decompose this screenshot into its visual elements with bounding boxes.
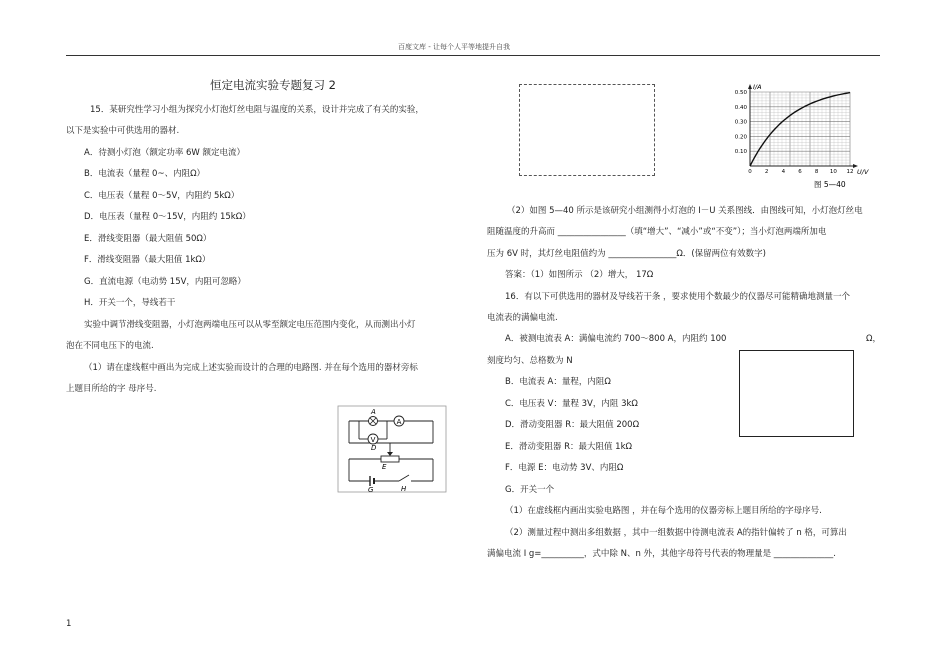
q16-item-b: B．电流表 A：量程，内阻Ω (505, 377, 611, 387)
q16-item-g: G．开关一个 (505, 485, 555, 495)
q15-item-g: G．直流电源（电动势 15V，内阻可忽略） (84, 277, 246, 287)
header-rule (66, 55, 880, 56)
svg-text:G: G (368, 486, 374, 493)
q15-item-b: B．电流表（量程 0~、内阻Ω） (84, 169, 206, 179)
y-tick-label: 0.10 (734, 149, 747, 156)
x-tick-label: 2 (764, 169, 769, 175)
q15-item-a: A．待测小灯泡（额定功率 6W 额定电流） (84, 148, 246, 158)
q15-item-e: E．滑线变阻器（最大阻值 50Ω） (84, 234, 212, 244)
x-tick-label: 12 (846, 169, 854, 175)
graph-caption: 图 5—40 (814, 180, 846, 189)
q16-intro-line2: 电流表的满偏电流. (487, 313, 558, 323)
q15-part1-line1: （1）请在虚线框中画出为完成上述实验而设计的合理的电路图. 并在每个选用的器材旁标 (84, 363, 418, 373)
q15-answer: 答案：（1）如图所示 （2）增大， 17Ω (505, 270, 654, 280)
q15-item-c: C．电压表（量程 0～5V，内阻约 5kΩ） (84, 191, 240, 201)
svg-text:E: E (382, 463, 387, 471)
graph-ylabel: I/A (753, 83, 762, 91)
q15-body-line1: 实验中调节滑线变阻器，小灯泡两端电压可以从零至额定电压范围内变化，从而测出小灯 (84, 320, 416, 330)
rheostat-icon (381, 456, 399, 462)
q16-answer-box (739, 350, 854, 437)
q16-item-d: D．滑动变阻器 R：最大阻值 200Ω (505, 420, 640, 430)
svg-text:V: V (370, 436, 376, 444)
q16-item-c: C．电压表 V：量程 3V，内阻 3kΩ (505, 399, 638, 409)
svg-text:H: H (401, 485, 407, 493)
q16-item-a-tail: Ω， (866, 334, 881, 344)
circuit-frame (338, 406, 446, 492)
q16-part2-line2: 满偏电流 I g=__________，式中除 N、n 外，其他字母符号代表的物理量是 ______________. (487, 549, 836, 559)
x-tick-label: 8 (814, 169, 819, 175)
q16-item-e: E．滑动变阻器 R：最大阻值 1kΩ (505, 442, 633, 452)
circuit-diagram (337, 405, 447, 493)
q15-intro-line1: 15．某研究性学习小组为探究小灯泡灯丝电阻与温度的关系，设计并完成了有关的实验， (90, 105, 424, 115)
q15-body-line2: 泡在不同电压下的电流. (66, 341, 154, 351)
q15-item-h: H．开关一个，导线若干 (84, 298, 176, 308)
svg-text:A: A (371, 408, 376, 416)
dashed-answer-box (519, 84, 655, 176)
x-tick-label: 10 (829, 169, 837, 175)
q15-intro-line2: 以下是实验中可供选用的器材. (66, 126, 180, 136)
switch-icon (399, 475, 409, 481)
page-number: 1 (66, 619, 72, 629)
y-tick-label: 0.50 (734, 90, 747, 96)
x-tick-label: 6 (798, 169, 802, 175)
q15-item-f: F．滑线变阻器（最大阻值 1kΩ） (84, 255, 211, 265)
y-tick-label: 0.20 (734, 134, 747, 141)
iu-graph (728, 80, 870, 192)
iu-curve (750, 93, 850, 166)
q15-item-d: D．电压表（量程 0～15V，内阻约 15kΩ） (84, 212, 251, 222)
page-title: 恒定电流实验专题复习 2 (210, 78, 336, 92)
q15-part2-line2: 阻随温度的升高而 ________________（填“增大”、“减小”或“不变”）；当小灯泡两端所加电 (487, 227, 827, 237)
graph-grid (750, 92, 850, 166)
q15-part2-line3: 压为 6V 时，其灯丝电阻值约为 ________________Ω．(保留两位有效数字) (487, 249, 766, 259)
q15-part2-line1: （2）如图 5—40 所示是该研究小组测得小灯泡的 I－U 关系图线．由图线可知，小灯泡灯丝电 (507, 206, 863, 216)
svg-text:A: A (396, 418, 402, 426)
x-tick-label: 4 (781, 169, 786, 175)
q16-item-a: A．被测电流表 A：满偏电流约 700～800 A，内阻约 100 (505, 334, 727, 344)
page-header: 百度文库 - 让每个人平等地提升自我 (398, 43, 510, 51)
q16-part1: （1）在虚线框内画出实验电路图 ，并在每个选用的仪器旁标上题目所给的字母序号. (505, 506, 822, 516)
graph-xlabel: U/V (857, 168, 869, 176)
y-tick-label: 0.30 (734, 119, 747, 126)
x-tick-label: 0 (748, 169, 752, 175)
q15-part1-line2: 上题目所给的字 母序号. (66, 384, 157, 394)
q16-item-a-line2: 刻度均匀、总格数为 N (487, 356, 573, 366)
svg-text:D: D (371, 444, 377, 452)
q16-item-f: F．电源 E：电动势 3V、内阻Ω (505, 463, 624, 473)
y-tick-label: 0.40 (734, 104, 747, 111)
q16-part2-line1: （2）测量过程中测出多组数据 ，其中一组数据中待测电流表 A的指针偏转了 n 格，可算出 (505, 528, 847, 538)
q16-intro-line1: 16．有以下可供选用的器材及导线若干条 ，要求使用个数最少的仪器尽可能精确地测量一个 (505, 292, 851, 302)
